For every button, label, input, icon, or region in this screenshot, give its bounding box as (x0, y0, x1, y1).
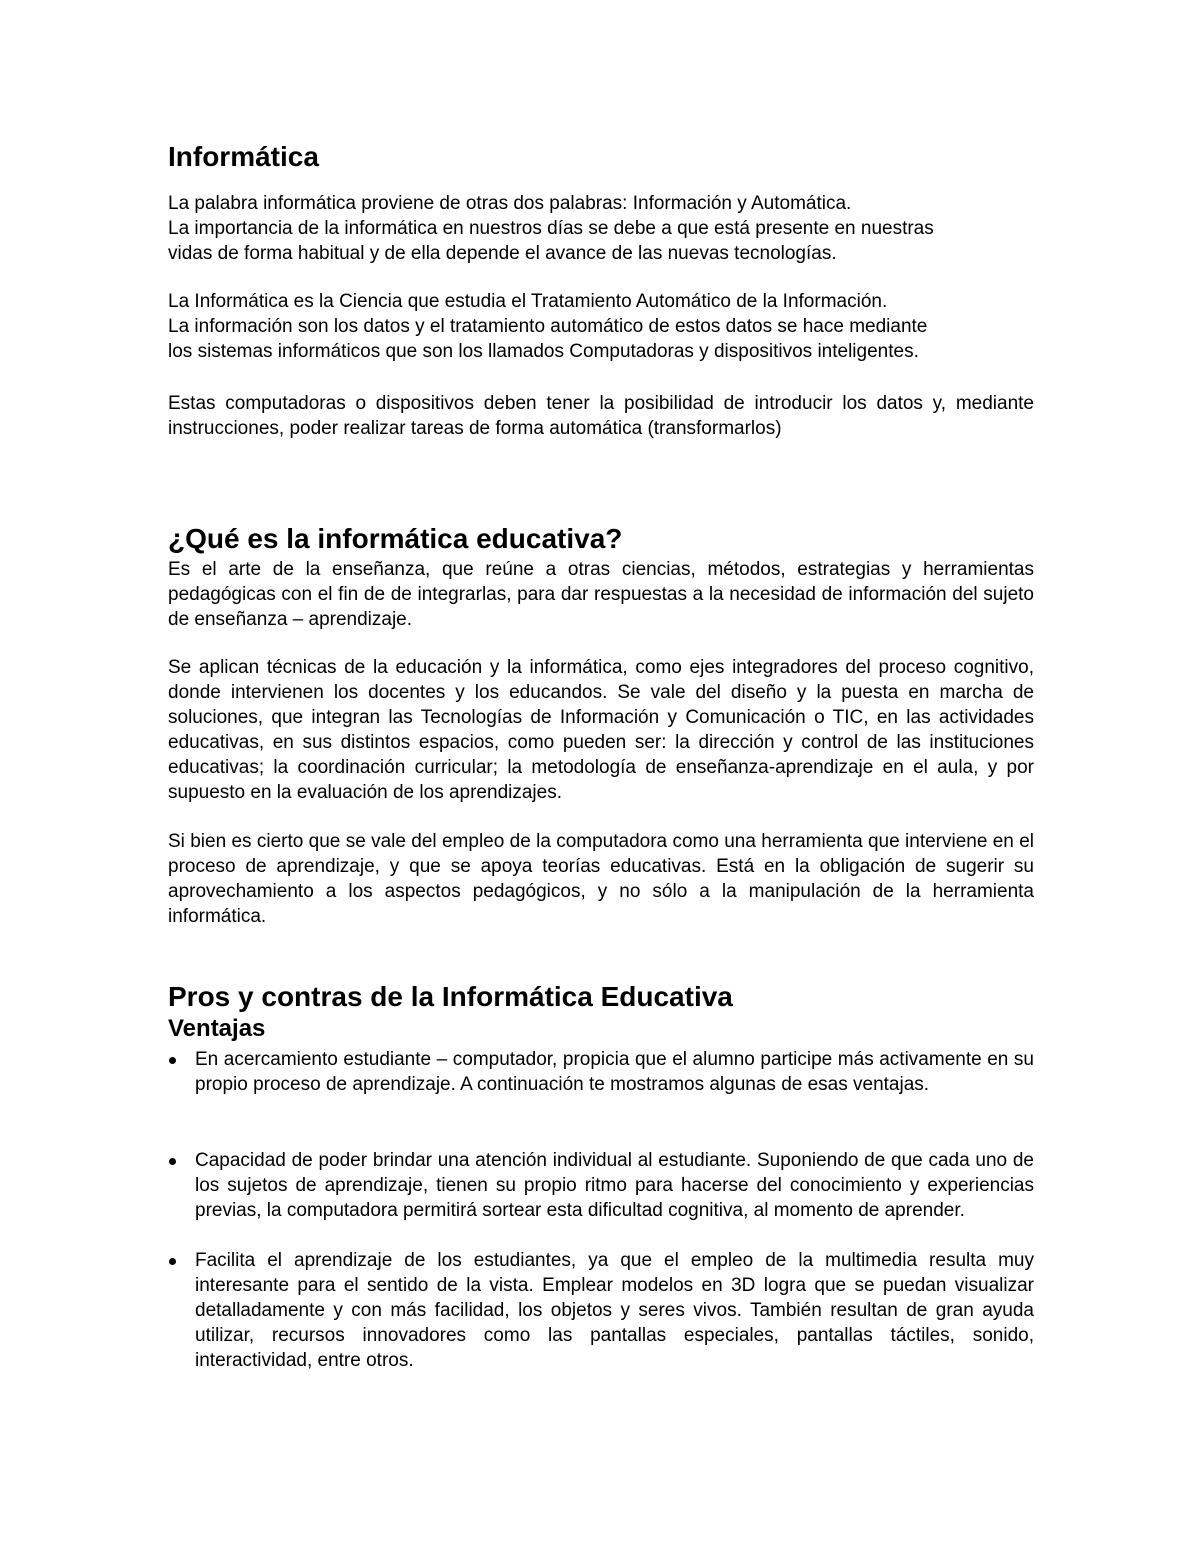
paragraph-computadoras: Estas computadoras o dispositivos deben tener la posibilidad de introducir los datos y, mediante instrucciones, poder realizar tareas de forma automática (transformarlos) (168, 393, 1034, 439)
list-item-text: En acercamiento estudiante – computador, propicia que el alumno participe más activamente en su propio proceso de aprendizaje. A continuación te mostramos algunas de esas ventajas. (195, 1049, 1034, 1095)
paragraph-si-bien: Si bien es cierto que se vale del empleo de la computadora como una herramienta que interviene en el proceso de aprendizaje, y que se apoya teorías educativas. Está en la obligación de sugerir su aprovechamiento a los aspectos pedagógicos, y no sólo a la manipulación de la herramienta informática. (168, 831, 1034, 927)
text-line: los sistemas informáticos que son los llamados Computadoras y dispositivos inteligentes. (168, 341, 919, 362)
text-line: vidas de forma habitual y de ella depende el avance de las nuevas tecnologías. (168, 243, 837, 264)
text-line: La importancia de la informática en nuestros días se debe a que está presente en nuestras (168, 218, 934, 239)
list-item-text: Capacidad de poder brindar una atención individual al estudiante. Suponiendo de que cada uno de los sujetos de aprendizaje, tienen su propio ritmo para hacerse del conocimiento y experiencias previas, la computadora permitirá sortear esta dificultad cognitiva, al momento de aprender. (195, 1150, 1034, 1221)
list-item-text: Facilita el aprendizaje de los estudiantes, ya que el empleo de la multimedia resulta muy interesante para el sentido de la vista. Emplear modelos en 3D logra que se puedan visualizar detalladamente y con más facilidad, los objetos y seres vivos. También resultan de gran ayuda utilizar, recursos innovadores como las pantallas especiales, pantallas táctiles, sonido, interactividad, entre otros. (195, 1250, 1034, 1371)
heading-informatica: Informática (168, 141, 319, 172)
paragraph-tecnicas: Se aplican técnicas de la educación y la informática, como ejes integradores del proceso cognitivo, donde intervienen los docentes y los educandos. Se vale del diseño y la puesta en marcha de soluciones, que integran las Tecnologías de Información y Comunicación o TIC, en las actividades educativas, en sus distintos espacios, como pueden ser: la dirección y control de las instituciones educativas; la coordinación curricular; la metodología de enseñanza-aprendizaje en el aula, y por supuesto en la evaluación de los aprendizajes. (168, 657, 1034, 803)
text-line: La palabra informática proviene de otras dos palabras: Información y Automática. (168, 193, 852, 214)
text-line: La información son los datos y el tratamiento automático de estos datos se hace mediante (168, 316, 928, 337)
paragraph-arte-ensenanza: Es el arte de la enseñanza, que reúne a otras ciencias, métodos, estrategias y herramientas pedagógicas con el fin de de integrarlas, para dar respuestas a la necesidad de información del sujeto de enseñanza – aprendizaje. (168, 559, 1034, 630)
subheading-ventajas: Ventajas (168, 1015, 266, 1042)
bullet-icon (169, 1057, 176, 1064)
text-line: La Informática es la Ciencia que estudia el Tratamiento Automático de la Información. (168, 291, 888, 312)
bullet-icon (169, 1258, 176, 1265)
bullet-icon (169, 1158, 176, 1165)
heading-informatica-educativa: ¿Qué es la informática educativa? (168, 523, 623, 554)
heading-pros-contras: Pros y contras de la Informática Educativa (168, 981, 733, 1012)
